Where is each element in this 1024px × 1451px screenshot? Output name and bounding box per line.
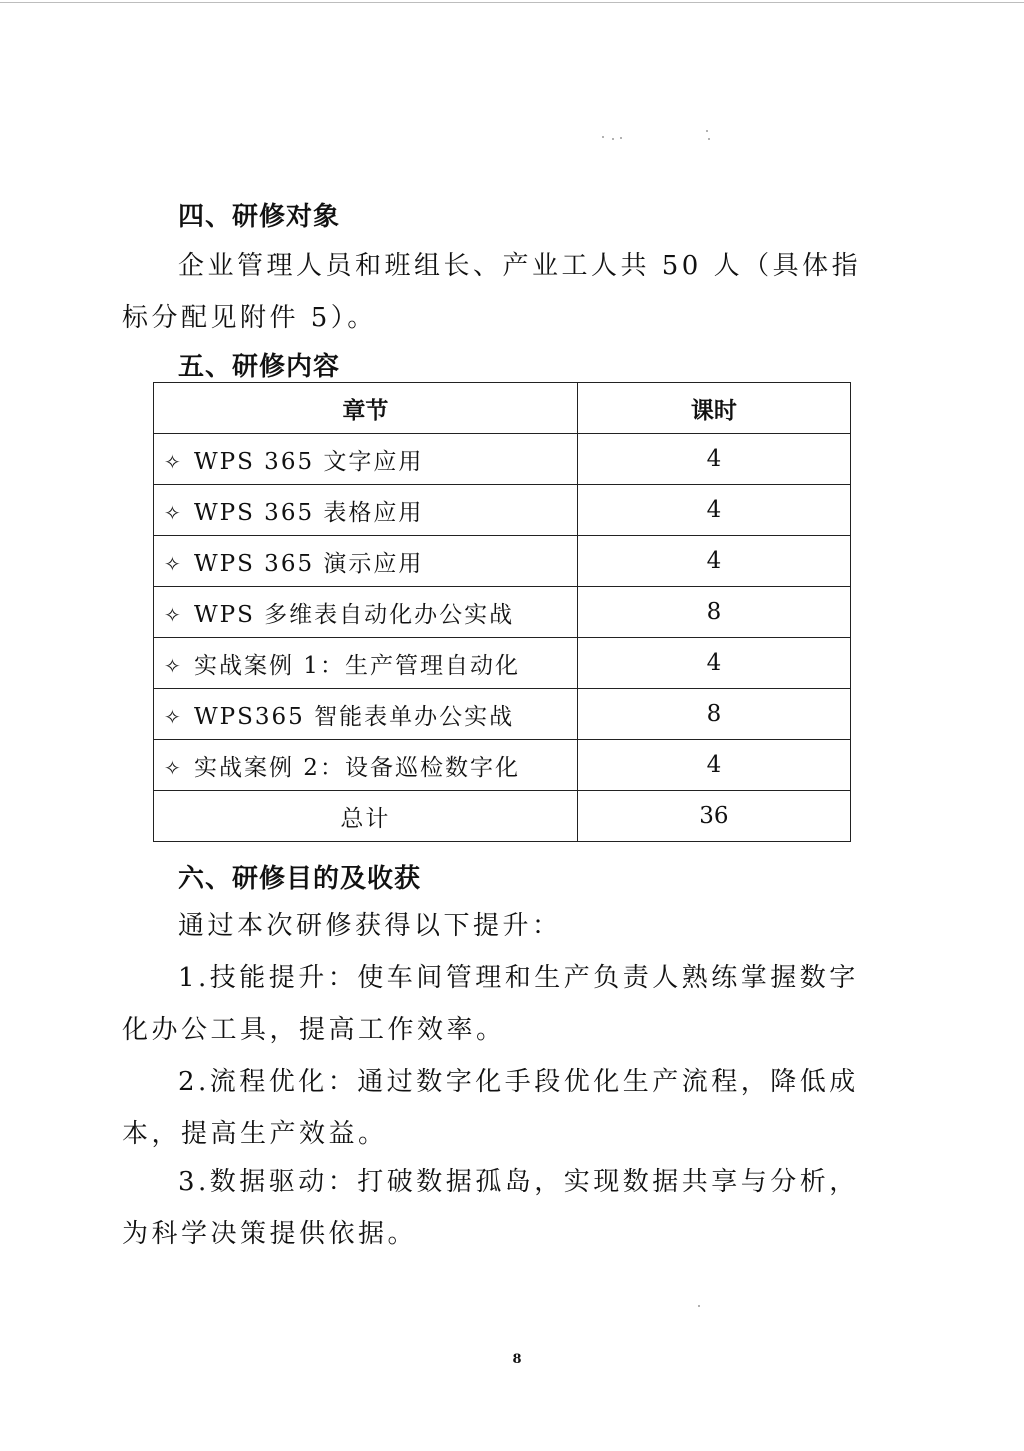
chapter-cell (154, 638, 578, 689)
chapter-label: WPS 365 文字应用 (194, 448, 424, 475)
diamond-bullet-icon: ✧ (164, 602, 183, 627)
table-row (154, 689, 851, 740)
scan-speck (698, 1305, 700, 1307)
table-row (154, 740, 851, 791)
table-row (154, 434, 851, 485)
section4-heading: 四、研修对象 (178, 202, 341, 232)
chapter-cell (154, 536, 578, 587)
chapter-cell (154, 740, 578, 791)
diamond-bullet-icon: ✧ (164, 704, 183, 729)
chapter-label: WPS 365 演示应用 (194, 550, 424, 577)
diamond-bullet-icon: ✧ (164, 500, 183, 525)
hours-cell: 8 (577, 587, 850, 638)
diamond-bullet-icon: ✧ (164, 449, 183, 474)
chapter-cell (154, 689, 578, 740)
header-hours: 课时 (577, 383, 850, 434)
scan-artifact-dots (598, 128, 718, 142)
hours-cell: 8 (577, 689, 850, 740)
diamond-bullet-icon: ✧ (164, 551, 183, 576)
header-chapter: 章节 (154, 383, 578, 434)
table-total-row (154, 791, 851, 842)
hours-cell: 4 (577, 536, 850, 587)
hours-cell: 4 (577, 434, 850, 485)
chapter-label: WPS 多维表自动化办公实战 (194, 601, 515, 628)
chapter-label: 实战案例 1：生产管理自动化 (194, 652, 520, 679)
section5-heading: 五、研修内容 (178, 352, 341, 382)
table-row (154, 587, 851, 638)
benefit-item-3: 3.数据驱动：打破数据孤岛，实现数据共享与分析，为科学决策提供依据。 (122, 1167, 859, 1249)
chapter-label: WPS365 智能表单办公实战 (194, 703, 515, 730)
hours-cell: 4 (577, 638, 850, 689)
benefit-item-1: 1.技能提升：使车间管理和生产负责人熟练掌握数字化办公工具，提高工作效率。 (122, 963, 859, 1045)
chapter-cell (154, 587, 578, 638)
table-row (154, 485, 851, 536)
chapter-label: WPS 365 表格应用 (194, 499, 424, 526)
chapter-cell (154, 485, 578, 536)
section6-intro: 通过本次研修获得以下提升： (178, 911, 562, 941)
chapter-cell (154, 434, 578, 485)
scan-edge-line (0, 2, 1024, 3)
table-header-row (154, 383, 851, 434)
diamond-bullet-icon: ✧ (164, 755, 183, 780)
hours-cell: 4 (577, 740, 850, 791)
chapter-label: 实战案例 2：设备巡检数字化 (194, 754, 520, 781)
page-number: 8 (512, 1352, 522, 1367)
total-hours: 36 (577, 791, 850, 842)
benefit-item-2: 2.流程优化：通过数字化手段优化生产流程，降低成本，提高生产效益。 (122, 1067, 859, 1149)
total-label: 总计 (154, 791, 578, 842)
table-row (154, 536, 851, 587)
hours-cell: 4 (577, 485, 850, 536)
section4-text: 企业管理人员和班组长、产业工人共 50 人（具体指标分配见附件 5）。 (122, 251, 862, 333)
diamond-bullet-icon: ✧ (164, 653, 183, 678)
table-row (154, 638, 851, 689)
course-content-table (153, 382, 851, 842)
section6-heading: 六、研修目的及收获 (178, 864, 422, 894)
